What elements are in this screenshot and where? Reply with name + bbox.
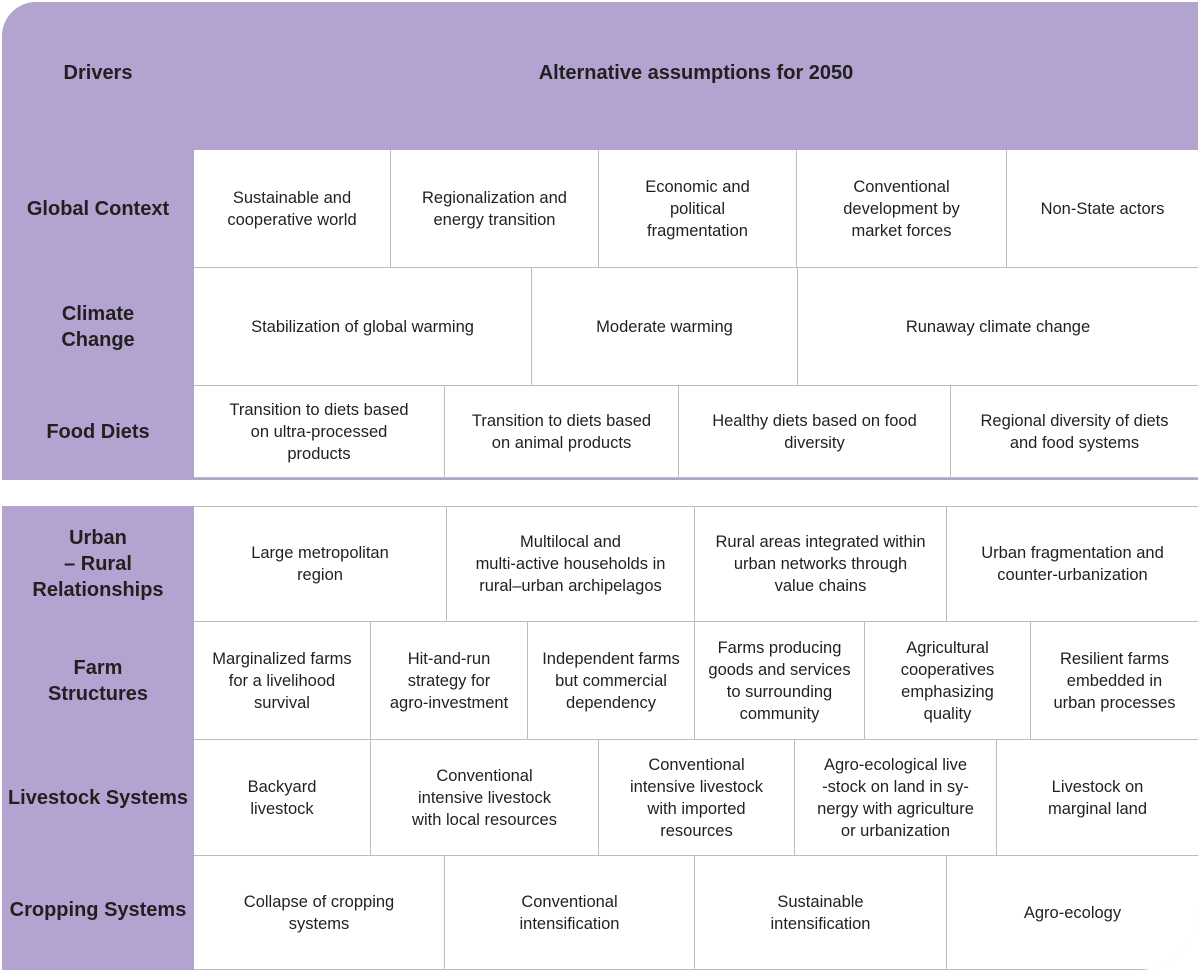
cell-global-3: Economic and political fragmentation — [598, 150, 796, 268]
cell-urban-1: Large metropolitan region — [194, 506, 446, 622]
row-label-farm-structures: Farm Structures — [47, 657, 149, 705]
row-label-climate-change: Climate Change — [61, 303, 135, 351]
row-livestock-systems — [194, 740, 1198, 856]
cell-diets-1: Transition to diets based on ultra-processed products — [194, 386, 444, 478]
cell-livestock-5: Livestock on marginal land — [996, 740, 1198, 856]
cell-diets-4: Regional diversity of diets and food systems — [950, 386, 1198, 478]
top-panel — [2, 2, 1198, 480]
cell-diets-2: Transition to diets based on animal products — [444, 386, 678, 478]
cell-climate-1: Stabilization of global warming — [194, 268, 531, 386]
cell-climate-2: Moderate warming — [531, 268, 797, 386]
row-global-context — [194, 150, 1198, 268]
row-label-global-context: Global Context — [26, 198, 170, 220]
cell-global-1: Sustainable and cooperative world — [194, 150, 390, 268]
cell-climate-3: Runaway climate change — [797, 268, 1198, 386]
row-label-livestock-systems: Livestock Systems — [7, 787, 189, 809]
cell-farm-3: Independent farms but commercial dependency — [527, 622, 694, 740]
cell-farm-4: Farms producing goods and services to surrounding community — [694, 622, 864, 740]
cell-cropping-3: Sustainable intensification — [694, 856, 946, 970]
row-food-diets — [194, 386, 1198, 478]
cell-urban-2: Multilocal and multi-active households in rural–urban archipelagos — [446, 506, 694, 622]
cell-cropping-4: Agro-ecology — [946, 856, 1198, 970]
cell-farm-1: Marginalized farms for a livelihood survival — [194, 622, 370, 740]
cell-urban-4: Urban fragmentation and counter-urbanization — [946, 506, 1198, 622]
row-label-urban-rural: Urban – Rural Relationships — [32, 527, 164, 601]
cell-livestock-2: Conventional intensive livestock with local resources — [370, 740, 598, 856]
cell-global-4: Conventional development by market forces — [796, 150, 1006, 268]
cell-livestock-4: Agro-ecological live -stock on land in sy- nergy with agriculture or urbanization — [794, 740, 996, 856]
cell-global-5: Non-State actors — [1006, 150, 1198, 268]
cell-cropping-2: Conventional intensification — [444, 856, 694, 970]
cell-livestock-3: Conventional intensive livestock with imported resources — [598, 740, 794, 856]
row-climate-change — [194, 268, 1198, 386]
row-urban-rural — [194, 506, 1198, 622]
cell-urban-3: Rural areas integrated within urban networks through value chains — [694, 506, 946, 622]
row-farm-structures — [194, 622, 1198, 740]
row-label-food-diets: Food Diets — [46, 421, 150, 443]
cell-global-2: Regionalization and energy transition — [390, 150, 598, 268]
row-cropping-systems — [194, 856, 1198, 970]
cell-farm-2: Hit-and-run strategy for agro-investment — [370, 622, 527, 740]
assumptions-header: Alternative assumptions for 2050 — [538, 61, 854, 84]
cell-cropping-1: Collapse of cropping systems — [194, 856, 444, 970]
bottom-panel — [2, 506, 1198, 970]
drivers-header: Drivers — [63, 61, 133, 84]
cell-farm-6: Resilient farms embedded in urban processes — [1030, 622, 1198, 740]
cell-diets-3: Healthy diets based on food diversity — [678, 386, 950, 478]
cell-farm-5: Agricultural cooperatives emphasizing quality — [864, 622, 1030, 740]
cell-livestock-1: Backyard livestock — [194, 740, 370, 856]
row-label-cropping-systems: Cropping Systems — [9, 899, 187, 921]
